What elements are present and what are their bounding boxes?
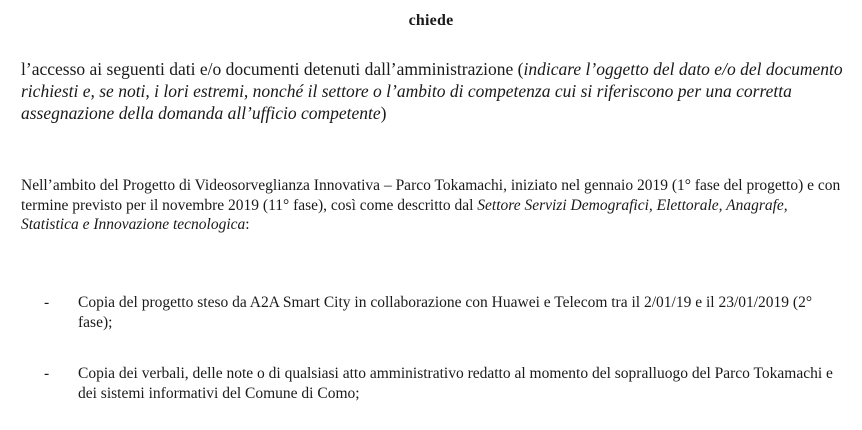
request-paragraph-italic: indicare l’oggetto del dato e/o del documento richiesti e, se noti, i lori estremi, nonché il settore o l’ambito di competenza cui si riferiscono per una corretta assegnazione della domanda all’ufficio competente (21, 59, 843, 123)
document-heading: chiede (408, 12, 454, 29)
context-paragraph-close: : (245, 216, 250, 233)
request-paragraph (21, 58, 846, 124)
context-paragraph (21, 176, 846, 235)
request-paragraph-text: l’accesso ai seguenti dati e/o documenti detenuti dall’amministrazione ( (21, 59, 524, 79)
context-paragraph-italic: Settore Servizi Demografici, Elettorale, Anagrafe, Statistica e Innovazione tecnologica (21, 196, 788, 233)
list-dash: - (44, 294, 50, 311)
list-item (44, 364, 834, 403)
request-paragraph-close: ) (380, 103, 387, 123)
list-item-text: Copia dei verbali, delle note o di qualsiasi atto amministrativo redatto al momento del sopralluogo del Parco Tokamachi e dei sistemi informativi del Comune di Como; (78, 365, 833, 402)
list-item (44, 293, 834, 332)
list-dash: - (44, 365, 50, 382)
list-item-text: Copia del progetto steso da A2A Smart City in collaborazione con Huawei e Telecom tra il 2/01/19 e il 23/01/2019 (2° fase); (78, 294, 813, 331)
context-paragraph-text: Nell’ambito del Progetto di Videosorveglianza Innovativa – Parco Tokamachi, iniziato nel gennaio 2019 (1° fase del progetto) e con termine previsto per il novembre 2019 (11° fase), così come descritto dal (21, 177, 841, 214)
